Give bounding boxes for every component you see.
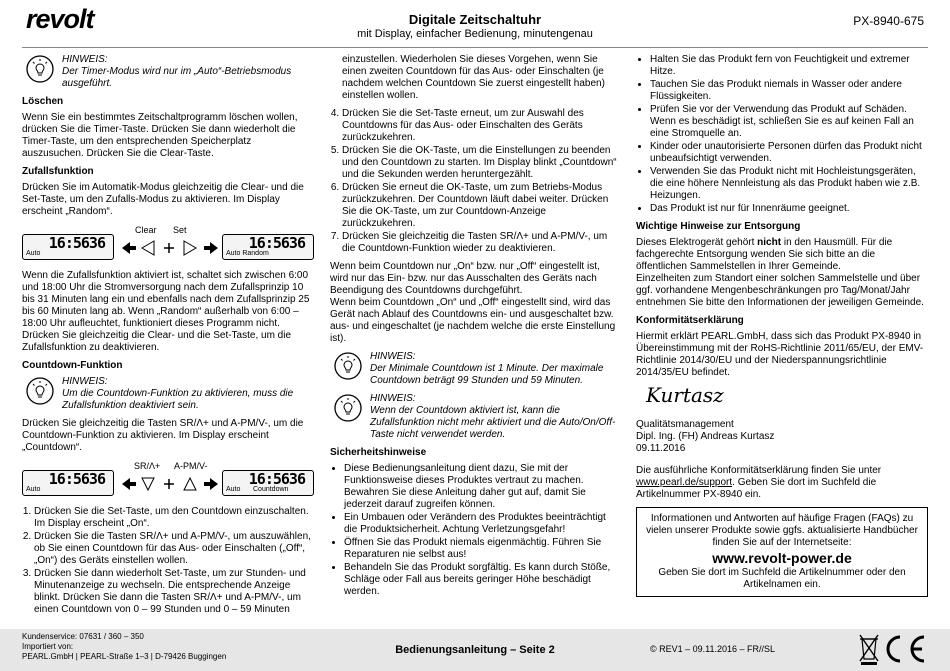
safety-list-continued	[636, 54, 928, 215]
header-divider	[22, 47, 928, 48]
entsorgung-text-bold: nicht	[757, 237, 782, 248]
button-arrows-icon	[120, 474, 220, 494]
importer-address: PEARL.GmbH | PEARL-Straße 1–3 | D-79426 Buggingen	[22, 652, 227, 661]
list-item: • Verwenden Sie das Produkt nicht mit Hochleistungsgeräten, die eine höhere Nennleistung als das Produkt haben wie z.B. Heizungen.	[650, 166, 928, 202]
section-heading-safety: Sicherheitshinweise	[330, 447, 427, 458]
section-heading-zufall: Zufallsfunktion	[22, 166, 94, 177]
list-item: 6. Drücken Sie erneut die OK-Taste, um zum Betriebs-Modus zurückzukehren. Der Countdown läuft dabei weiter. Drücken Sie die OK-Taste, um zur Countdown-Anzeige zurückzukehren.	[342, 182, 620, 230]
list-item: • Behandeln Sie das Produkt sorgfältig. Es kann durch Stöße, Schläge oder Fall aus bereits geringer Höhe beschädigt werden.	[344, 562, 620, 598]
lcd-display-before	[22, 234, 114, 260]
signature-area	[636, 385, 928, 419]
hint-text: Der Minimale Countdown ist 1 Minute. Der maximale Countdown beträgt 99 Stunden und 59 Minuten.	[370, 363, 604, 386]
section-heading-countdown: Countdown-Funktion	[22, 360, 123, 371]
paragraph-entsorgung	[636, 237, 928, 273]
weee-bin-icon	[860, 635, 878, 665]
website-link[interactable]: www.revolt-power.de	[712, 550, 852, 566]
lcd-display-after	[222, 234, 314, 260]
hint-box-1	[22, 54, 312, 90]
entsorgung-text-post: in den Hausmüll. Für die fachgerechte Entsorgung wenden Sie sich bitte an die öffentlichen Sammelstellen in Ihrer Gemeinde.	[636, 237, 893, 272]
list-item: 3. Drücken Sie dann wiederholt Set-Taste, um zur Stunden- und Minutenanzeige zu wechseln. Die entsprechende Anzeige blinkt. Drücken Sie dann die Tasten SR/Λ+ und A-PM/V-, um einen Countdown von 0 – 99 Stunden und 0 – 59 Minuten	[34, 568, 312, 616]
hint-title: HINWEIS:	[62, 376, 108, 387]
document-title: Digitale Zeitschaltuhr	[408, 12, 542, 27]
lcd-mode-label: Auto Random	[226, 250, 269, 257]
list-item: • Halten Sie das Produkt fern von Feuchtigkeit und extremer Hitze.	[650, 54, 928, 78]
lightbulb-icon	[334, 394, 362, 422]
button-arrows-icon	[120, 238, 220, 258]
list-item: 7. Drücken Sie gleichzeitig die Tasten SR/Λ+ und A-PM/V-, um die Countdown-Funktion wieder zu deaktivieren.	[342, 231, 620, 255]
countdown-steps-1	[22, 506, 312, 616]
signatory-role: Qualitätsmanagement	[636, 419, 734, 430]
lcd-mode-label: Auto	[26, 486, 41, 493]
column-1	[22, 54, 312, 622]
online-text-post: . Geben Sie dort im Suchfeld die Artikelnummer PX-8940 ein.	[636, 477, 877, 500]
faq-search-text: Geben Sie dort im Suchfeld die Artikelnummer oder den Artikelnamen ein.	[658, 567, 906, 590]
list-item: 5. Drücken Sie die OK-Taste, um die Einstellungen zu beenden und den Countdown zu starten. Im Display blinkt „Countdown“ und die Sekunden werden heruntergezählt.	[342, 145, 620, 181]
lightbulb-icon	[334, 352, 362, 380]
revision-info: © REV1 – 09.11.2016 – FR//SL	[650, 644, 776, 654]
lcd-illustration-countdown	[22, 460, 312, 500]
list-item: • Ein Umbauen oder Verändern des Produktes beeinträchtigt die Produktsicherheit. Achtung Verletzungsgefahr!	[344, 512, 620, 536]
section-heading-entsorgung: Wichtige Hinweise zur Entsorgung	[636, 221, 801, 232]
signature-date: 09.11.2016	[636, 443, 686, 454]
hint-title: HINWEIS:	[370, 393, 416, 404]
list-item: 1. Drücken Sie die Set-Taste, um den Countdown einzuschalten. Im Display erscheint „On“.	[34, 506, 312, 530]
lightbulb-icon	[26, 55, 54, 83]
paragraph-online-declaration	[636, 465, 928, 501]
lcd-countdown-label: Countdown	[253, 486, 289, 493]
ce-mark-icon	[888, 637, 924, 661]
column-2	[330, 54, 620, 604]
entsorgung-text-pre: Dieses Elektrogerät gehört	[636, 237, 758, 248]
sr-button-label: SR/Λ+	[134, 461, 161, 471]
step-3-continued: einzustellen. Wiederholen Sie dieses Vorgehen, wenn Sie einen zweiten Countdown für das Aus- oder Einschalten (je nachdem welchen Countdown Sie zuerst eingestellt haben) einstellen wollen.	[342, 54, 605, 101]
support-link[interactable]: www.pearl.de/support	[636, 477, 733, 488]
faq-text: Informationen und Antworten auf häufige Fragen (FAQs) zu vielen unserer Produkte sowie ggfs. aktualisierte Handbücher finden Sie auf der Internetseite:	[646, 513, 918, 548]
faq-box	[636, 507, 928, 597]
paragraph-zufall: Drücken Sie im Automatik-Modus gleichzeitig die Clear- und die Set-Taste, um den Zufalls-Modus zu aktivieren. Im Display erscheint „Random“.	[22, 182, 304, 217]
paragraph-konformitaet: Hiermit erklärt PEARL.GmbH, dass sich das Produkt PX-8940 in Übereinstimmung mit der RoHS-Richtlinie 2011/65/EU, der EMV-Richtlinie 2014/30/EU und der Niederspannungsrichtlinie 2014/35/EU befindet.	[636, 331, 924, 378]
lcd-display-after	[222, 470, 314, 496]
hint-text: Um die Countdown-Funktion zu aktivieren, muss die Zufallsfunktion deaktiviert sein.	[62, 388, 294, 411]
lcd-digits: 16:5636	[248, 234, 305, 252]
logo-text: revolt	[26, 4, 94, 34]
hint-box-2	[22, 376, 312, 412]
lightbulb-icon	[26, 377, 54, 405]
hint-box-4	[330, 393, 620, 441]
apm-button-label: A-PM/V-	[174, 461, 208, 471]
section-heading-loeschen: Löschen	[22, 96, 64, 107]
customer-service: Kundenservice: 07631 / 360 – 350	[22, 632, 144, 641]
paragraph-zufall-2: Wenn die Zufallsfunktion aktiviert ist, schaltet sich zwischen 6:00 und 18:00 Uhr die Stromversorgung nach dem Zufallsprinzip 10 bis 31 Minuten lang ein und ebenfalls nach dem Zufallsprinzip 25 bis 60 Minuten lang ab. Wenn „Random“ außerhalb von 6:00 – 18:00 Uhr aufleuchtet, funktioniert dieses Programm nicht. Drücken Sie gleichzeitig die Clear- und die Set-Taste, um die Zufallsfunktion zu deaktivieren.	[22, 270, 310, 353]
list-item: • Öffnen Sie das Produkt niemals eigenmächtig. Führen Sie Reparaturen nie selbst aus!	[344, 537, 620, 561]
page-footer	[0, 629, 950, 671]
lcd-mode-label: Auto	[26, 250, 41, 257]
safety-list	[330, 463, 620, 598]
online-text-pre: Die ausführliche Konformitätserklärung finden Sie unter	[636, 465, 882, 476]
list-item: • Das Produkt ist nur für Innenräume geeignet.	[650, 203, 928, 215]
page-number: Bedienungsanleitung – Seite 2	[395, 644, 555, 656]
countdown-steps-2	[330, 108, 620, 255]
hint-title: HINWEIS:	[370, 351, 416, 362]
hint-text: Der Timer-Modus wird nur im „Auto“-Betriebsmodus ausgeführt.	[62, 66, 292, 89]
list-item: • Tauchen Sie das Produkt niemals in Wasser oder andere Flüssigkeiten.	[650, 79, 928, 103]
paragraph-loeschen: Wenn Sie ein bestimmtes Zeitschaltprogramm löschen wollen, drücken Sie die Timer-Taste. Drücken Sie dann wiederholt die Timer-Taste, um den entsprechenden Speicherplatz auszusuchen. Drücken Sie die Clear-Taste.	[22, 112, 298, 159]
lcd-digits: 16:5636	[248, 470, 305, 488]
list-item: • Prüfen Sie vor der Verwendung das Produkt auf Schäden. Wenn es beschädigt ist, schließen Sie es auf keinen Fall an eine Stromquelle an.	[650, 104, 928, 140]
importer-label: Importiert von:	[22, 642, 74, 651]
lcd-digits: 16:5636	[48, 234, 105, 252]
lcd-display-before	[22, 470, 114, 496]
page-header	[0, 0, 950, 50]
list-item: • Kinder oder unautorisierte Personen dürfen das Produkt nicht unbeaufsichtigt verwenden.	[650, 141, 928, 165]
signatory-name: Dipl. Ing. (FH) Andreas Kurtasz	[636, 431, 775, 442]
product-code: PX-8940-675	[853, 14, 924, 28]
signature: Kurtasz	[646, 383, 724, 407]
hint-title: HINWEIS:	[62, 54, 108, 65]
clear-button-label: Clear	[135, 225, 157, 235]
section-heading-konformitaet: Konformitätserklärung	[636, 315, 744, 326]
set-button-label: Set	[173, 225, 187, 235]
paragraph-countdown: Drücken Sie gleichzeitig die Tasten SR/Λ+ und A-PM/V-, um die Countdown-Funktion zu aktivieren. Im Display erscheint „Countdown“.	[22, 418, 304, 453]
paragraph-on-off-both: Wenn beim Countdown „On“ und „Off“ eingestellt sind, wird das Gerät nach Ablauf des Countdowns ein- und ausgeschaltet bzw. aus- und eingeschaltet (je nachdem welche die erste Einstellung ist).	[330, 297, 616, 344]
paragraph-on-off-single: Wenn beim Countdown nur „On“ bzw. nur „Off“ eingestellt ist, wird nur das Ein- bzw. nur das Ausschalten des Geräts nach Beendigung des Countdowns durchgeführt.	[330, 261, 600, 296]
paragraph-entsorgung-2: Einzelheiten zum Standort einer solchen Sammelstelle und über ggf. vorhandene Mengenbeschränkungen pro Tag/Monat/Jahr entnehmen Sie bitte den Informationen der jeweiligen Gemeinde.	[636, 273, 924, 308]
weee-ce-icons	[858, 631, 930, 667]
list-item: 2. Drücken Sie die Tasten SR/Λ+ und A-PM/V-, um auszuwählen, ob Sie einen Countdown für das Aus- oder Einschalten („Off“, „On“) des Geräts einstellen wollen.	[34, 531, 312, 567]
lcd-mode-label: Auto	[226, 486, 241, 493]
lcd-digits: 16:5636	[48, 470, 105, 488]
lcd-illustration-random	[22, 224, 312, 264]
hint-text: Wenn der Countdown aktiviert ist, kann die Zufallsfunktion nicht mehr aktiviert und die Auto/On/Off-Taste nicht verwendet werden.	[370, 405, 616, 440]
column-3	[636, 54, 928, 597]
list-item: • Diese Bedienungsanleitung dient dazu, Sie mit der Funktionsweise dieses Produktes vertraut zu machen. Bewahren Sie diese Anleitung daher gut auf, damit Sie jederzeit darauf zugreifen können.	[344, 463, 620, 511]
list-item: 4. Drücken Sie die Set-Taste erneut, um zur Auswahl des Countdowns für das Aus- oder Einschalten des Geräts zurückzukehren.	[342, 108, 620, 144]
document-subtitle: mit Display, einfacher Bedienung, minutengenau	[357, 28, 593, 40]
hint-box-3	[330, 351, 620, 387]
